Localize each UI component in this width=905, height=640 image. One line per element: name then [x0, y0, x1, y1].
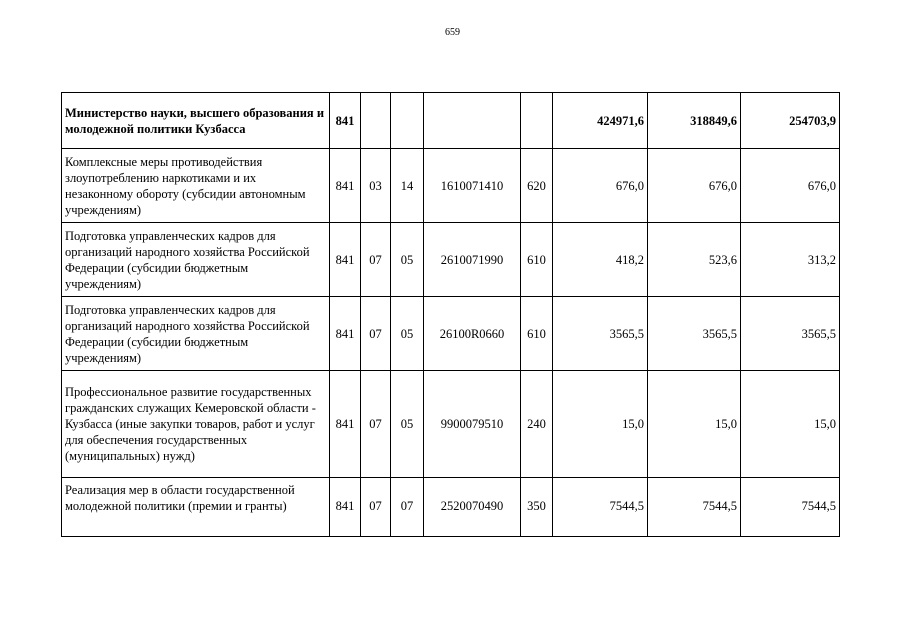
section-code: 07	[361, 371, 391, 478]
target-code: 2520070490	[424, 478, 521, 537]
row-name: Комплексные меры противодействия злоупотреблению наркотиками и их незаконному обороту (субсидии автономным учреждениям)	[62, 149, 330, 223]
table-row	[62, 478, 840, 537]
type-code	[521, 93, 553, 149]
subsection-code: 05	[391, 223, 424, 297]
row-name: Подготовка управленческих кадров для организаций народного хозяйства Российской Федерации (субсидии бюджетным учреждениям)	[62, 297, 330, 371]
page-number: 659	[445, 27, 460, 38]
amount-year-2: 523,6	[648, 223, 741, 297]
subsection-code	[391, 93, 424, 149]
ministry-code: 841	[330, 149, 361, 223]
subsection-code: 05	[391, 297, 424, 371]
row-name: Профессиональное развитие государственных гражданских служащих Кемеровской области - Кузбасса (иные закупки товаров, работ и услуг для обеспечения государственных (муниципальных) нужд)	[62, 371, 330, 478]
target-code: 1610071410	[424, 149, 521, 223]
amount-year-1: 3565,5	[553, 297, 648, 371]
type-code: 350	[521, 478, 553, 537]
section-code	[361, 93, 391, 149]
table-row	[62, 371, 840, 478]
budget-table	[61, 92, 840, 537]
type-code: 610	[521, 223, 553, 297]
ministry-code: 841	[330, 478, 361, 537]
amount-year-1: 424971,6	[553, 93, 648, 149]
amount-year-3: 676,0	[741, 149, 840, 223]
ministry-code: 841	[330, 223, 361, 297]
subsection-code: 07	[391, 478, 424, 537]
table-row	[62, 93, 840, 149]
amount-year-2: 3565,5	[648, 297, 741, 371]
section-code: 07	[361, 478, 391, 537]
subsection-code: 14	[391, 149, 424, 223]
type-code: 620	[521, 149, 553, 223]
row-name: Реализация мер в области государственной молодежной политики (премии и гранты)	[62, 478, 330, 537]
amount-year-3: 254703,9	[741, 93, 840, 149]
ministry-code: 841	[330, 371, 361, 478]
amount-year-3: 7544,5	[741, 478, 840, 537]
amount-year-3: 3565,5	[741, 297, 840, 371]
amount-year-1: 418,2	[553, 223, 648, 297]
subsection-code: 05	[391, 371, 424, 478]
ministry-code: 841	[330, 297, 361, 371]
type-code: 610	[521, 297, 553, 371]
amount-year-1: 676,0	[553, 149, 648, 223]
amount-year-2: 676,0	[648, 149, 741, 223]
target-code: 26100R0660	[424, 297, 521, 371]
target-code	[424, 93, 521, 149]
table-row	[62, 223, 840, 297]
amount-year-3: 15,0	[741, 371, 840, 478]
amount-year-2: 7544,5	[648, 478, 741, 537]
type-code: 240	[521, 371, 553, 478]
amount-year-2: 318849,6	[648, 93, 741, 149]
section-code: 03	[361, 149, 391, 223]
table-row	[62, 149, 840, 223]
ministry-code: 841	[330, 93, 361, 149]
row-name: Министерство науки, высшего образования и молодежной политики Кузбасса	[62, 93, 330, 149]
target-code: 2610071990	[424, 223, 521, 297]
amount-year-3: 313,2	[741, 223, 840, 297]
amount-year-1: 15,0	[553, 371, 648, 478]
row-name: Подготовка управленческих кадров для организаций народного хозяйства Российской Федерации (субсидии бюджетным учреждениям)	[62, 223, 330, 297]
target-code: 9900079510	[424, 371, 521, 478]
section-code: 07	[361, 297, 391, 371]
section-code: 07	[361, 223, 391, 297]
amount-year-2: 15,0	[648, 371, 741, 478]
amount-year-1: 7544,5	[553, 478, 648, 537]
table-row	[62, 297, 840, 371]
